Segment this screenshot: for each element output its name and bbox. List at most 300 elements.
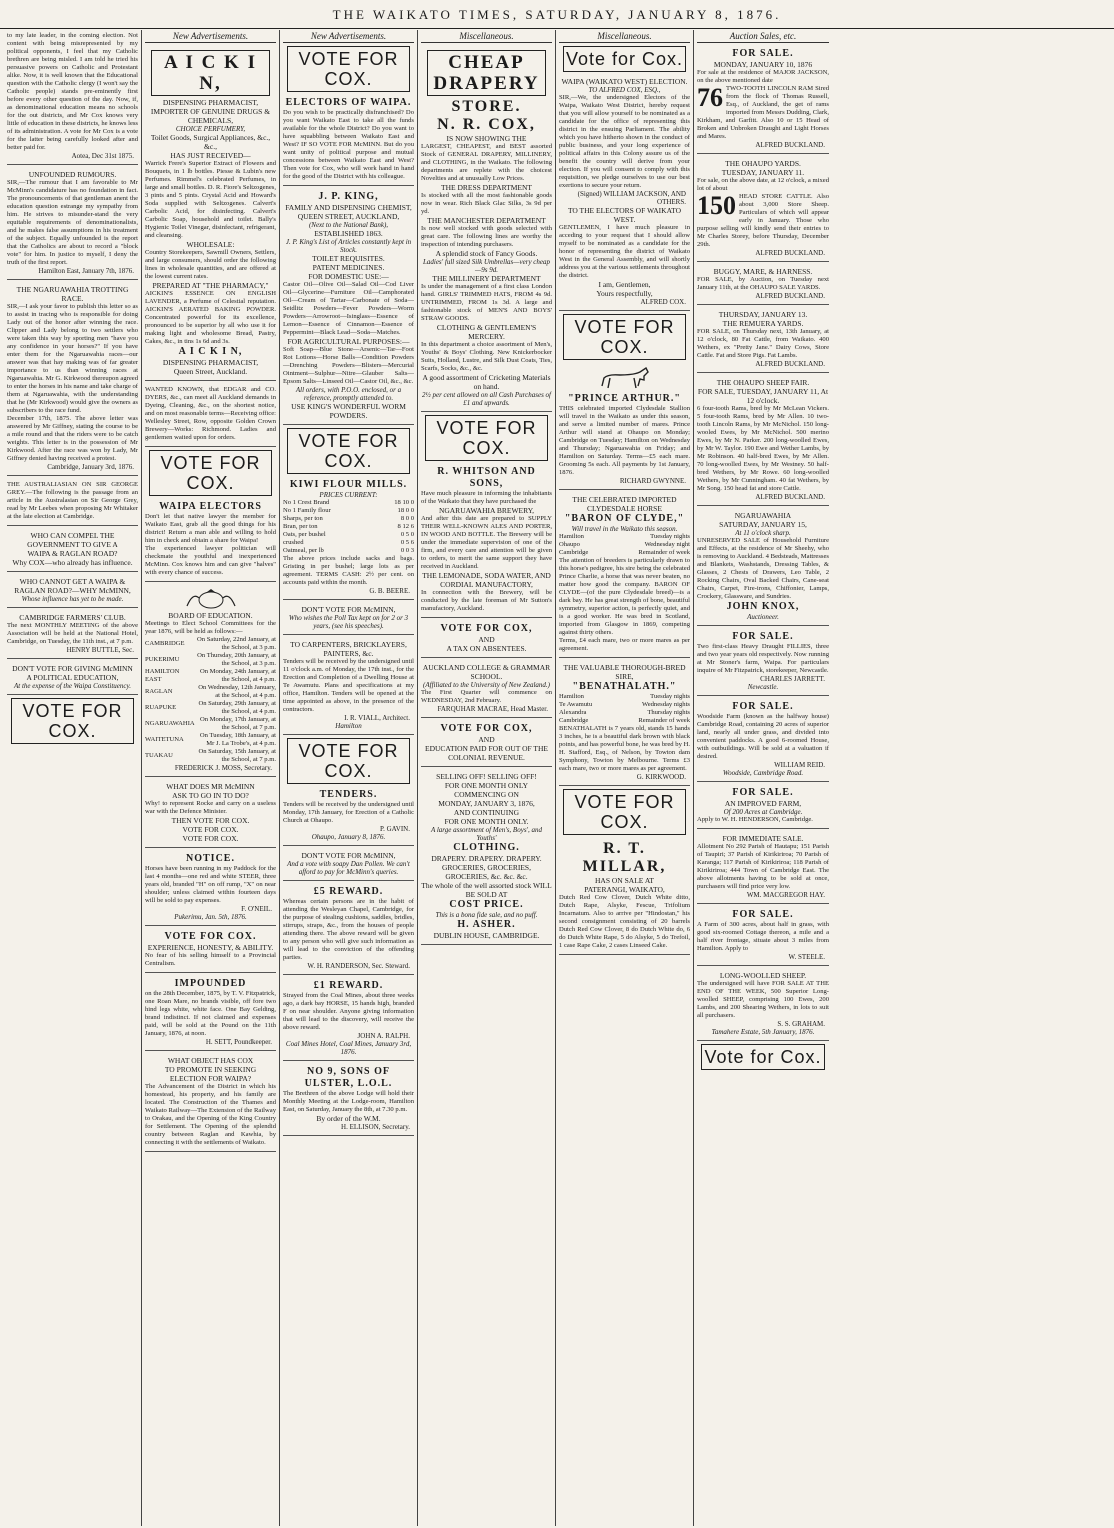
- letter-body: SIR,—The rumour that I am favorable to Mr McMinn's candidature has no foundation in fact. The pronouncements of that gentleman anent the education question estrange my sympathy from him. He strives to misunder-stand the very equitable requirements of denominationalists, and he makes false assumptions in his treatment of the subject. Equally unfounded is the report that the Catholics are about to record a "block vote" for him. In justice to myself, I deny the truth of the first report.: [7, 179, 138, 266]
- row-label: Alexandra: [559, 709, 587, 716]
- ad-signature: H. SETT, Poundkeeper.: [205, 1038, 272, 1046]
- ad-subtitle: PATENT MEDICINES.: [312, 263, 385, 272]
- ad-asher-selling-off: [421, 770, 552, 945]
- ad-body: AICKIN'S ESSENCE ON ENGLISH LAVENDER, a Perfume of Celestial reputation. AICKIN'S AERATED BAKING POWDER. Concentrated powerful for its excellence, pronounced to be superior by all who use it for making light and wholesome Bread, Pastry, Cakes, &c., in tins 1s 6d and 3s.: [145, 290, 276, 345]
- row-label: Sharps, per ton: [283, 515, 323, 522]
- ad-subtitle: USE KING'S WONDERFUL WORM POWDERS.: [291, 402, 406, 420]
- ad-body: Don't let that native lawyer the member for Waikato East, grab all the good things for his district! Return a man able and willing to hold him in check and obtain a share for Waipa!: [145, 513, 276, 544]
- ad-signature: ALFRED BUCKLAND.: [755, 141, 825, 149]
- ad-heading: THE OHAUPO YARDS.: [725, 159, 801, 168]
- ad-title: N. R. COX,: [437, 116, 536, 133]
- ad-body: Is under the management of a first class London hand. GIRLS' TRIMMED HATS, FROM 4s 9d. UNTRIMMED, FROM 1s 3d. A large and fashionable stock of MEN'S AND BOYS' STRAW GOODS.: [421, 283, 552, 322]
- ad-place: Hamilton: [335, 722, 362, 730]
- ad-body: The Brethren of the above Lodge will hold their Monthly Meeting at the Lodge-room, Hamilton East, on Saturday, January the 8th, at 7.30 p.m.: [283, 1090, 414, 1113]
- schedule-row: [559, 693, 690, 701]
- ad-line: VOTE FOR COX.: [182, 834, 239, 843]
- row-label: PUKERIMU: [145, 656, 180, 663]
- ad-subtitle: HAS JUST RECEIVED—: [170, 151, 251, 160]
- ad-buggy-sale: [697, 265, 829, 305]
- ad-heading: WAIPA (WAIKATO WEST) ELECTION.: [561, 77, 688, 86]
- ad-line: COMMENCING ON: [454, 790, 519, 799]
- ad-heading: WHO CANNOT GET A WAIPA & RAGLAN ROAD?—WHY McMINN,: [14, 577, 131, 595]
- row-value: On Monday, 24th January, at the School, at 4 p.m.: [199, 668, 276, 683]
- row-label: crushed: [283, 539, 304, 546]
- ad-body: A Farm of 300 acres, about half in grass, with good six-roomed Cottage thereon, a mile and a half river frontage, situate about 3 miles from Hamilton. Apply to: [697, 921, 829, 952]
- column-4: [418, 30, 556, 1526]
- ad-sheep-fair: [697, 376, 829, 506]
- ad-aickin: [145, 46, 276, 381]
- ad-body: And after this date are prepared to SUPPLY THEIR WELL-KNOWN ALES AND PORTER, IN WOOD AND BOTTLE. The Brewery will be under the immediate supervision of one of the firm, and every care and attention will be given to orders, to merit the same support they have received in Auckland.: [421, 515, 552, 570]
- schedule-row: [559, 533, 690, 541]
- ad-farmers-club: [7, 611, 138, 659]
- ad-body: Have much pleasure in informing the inhabitants of the Waikato that they have purchased the: [421, 490, 552, 505]
- ad-subtitle: FAMILY AND DISPENSING CHEMIST,: [285, 203, 412, 212]
- ad-body: LARGEST, CHEAPEST, and BEST assorted Stock of GENERAL DRAPERY, MILLINERY, and CLOTHING, in the Waikato. The following departments are replete with the choicest Novelties and at unusually Low Prices.: [421, 143, 552, 182]
- ad-line: The whole of the well assorted stock WILL BE SOLD AT: [421, 881, 552, 899]
- ad-whitson-brewery: [421, 464, 552, 618]
- ad-body: Ladies' full sized Silk Umbrellas—very cheap—9s 9d.: [422, 258, 551, 274]
- row-value: Remainder of week: [638, 549, 690, 556]
- ad-signature: CHARLES JARRETT.: [760, 675, 825, 683]
- price-row: [283, 515, 414, 523]
- ad-subtitle: A splendid stock of Fancy Goods.: [435, 249, 538, 258]
- ad-jp-king: [283, 189, 414, 425]
- ad-heading: WHO CAN COMPEL THE: [30, 531, 115, 540]
- ad-body: Strayed from the Coal Mines, about three weeks ago, a dark bay HORSE, 15 hands high, branded F on near shoulder. Anyone giving information that will lead to the discovery, will receive the above reward.: [283, 992, 414, 1031]
- column-5: [556, 30, 694, 1526]
- ad-signature: WM. MACGREGOR HAY.: [746, 891, 825, 899]
- masthead-title: THE WAIKATO TIMES, SATURDAY, JANUARY 8, 1876.: [332, 7, 782, 22]
- ad-dont-vote-mcminn: [283, 603, 414, 635]
- ad-millar: [559, 838, 690, 955]
- ad-heading: WHAT OBJECT HAS COX: [167, 1056, 254, 1065]
- ad-heading: WAIPA ELECTORS: [159, 501, 262, 512]
- ad-dont-vote: [7, 662, 138, 695]
- ad-line: COST PRICE.: [449, 899, 524, 910]
- ad-title: "BARON OF CLYDE,": [564, 513, 685, 524]
- price-row: [283, 531, 414, 539]
- meeting-row: [145, 684, 276, 700]
- ad-subtitle: TUESDAY, JANUARY 11.: [721, 168, 805, 177]
- ad-body: FOR SALE, on Thursday next, 13th January, at 12 o'clock, 80 Fat Cattle, from Waikato. 400 Wethers, ex "Pretty Jane." Dairy Cows, Store Cattle. Fat and Store Pigs. Fat Lambs.: [697, 328, 829, 359]
- ad-subtitle: FOR DOMESTIC USE:—: [308, 272, 389, 281]
- ad-body: The Advancement of the District in which his homestead, his property, and his family are located. The Construction of the Thames and Waikato Railway—The Extension of the Railway to Orakau, and the Opening of the King Country for Settlement. The Opening of the splendid country between Raglan and Kawhia, by connecting it with the settlements of Waikato.: [145, 1083, 276, 1146]
- ad-heading: "PRINCE ARTHUR.": [568, 393, 681, 404]
- lot-count: 150: [697, 191, 736, 220]
- row-label: Te Awamutu: [559, 701, 593, 708]
- ad-line: MONDAY, JANUARY 3, 1876,: [438, 799, 535, 808]
- ad-line: Yours respectfully,: [596, 289, 653, 298]
- ad-line: Whose influence has yet to be made.: [21, 595, 124, 603]
- ad-subtitle: DISPENSING PHARMACIST,: [162, 358, 259, 367]
- ad-body: Warrick Frere's Superior Extract of Flowers and Bouquets, in 1 lb bottles. Piesse & Lubin's new Perfumes. Rimmel's celebrated Perfumes, in large and small bottles. D. R. Fiore's Seltzogenes, 3 pints and 5 pints. Crystal Acid and Howard's Soda supplied with Seltzogenes. Calvert's Carbolic Acid, for disinfecting. Calvert's Carbolic Soap, household and toilet. Bally's Hygienic Toilet Vinegar, disinfectant, refrigerant, and cleansing.: [145, 160, 276, 239]
- ad-body: GENTLEMEN, I have much pleasure in acceding to your request that I should allow myself to be nominated as a candidate for the honor of representing the district of Waikato West in the General Assembly, and will shortly address you at the various settlements throughout the district.: [559, 224, 690, 279]
- article-australasian: [7, 479, 138, 526]
- letter-heading: THE NGARUAWAHIA TROTTING RACE.: [16, 285, 129, 303]
- letter-trotting-race: [7, 283, 138, 476]
- ad-signature: HENRY BUTTLE, Sec.: [66, 646, 134, 654]
- ad-subtitle: TO ALFRED COX, ESQ.,: [588, 86, 661, 94]
- ad-line: A large assortment of Men's, Boys', and Youths': [430, 826, 543, 842]
- ad-subtitle: IMPORTER OF GENUINE DRUGS & CHEMICALS,: [150, 107, 271, 125]
- row-label: Hamilton: [559, 533, 584, 540]
- article-body: THE AUSTRALIASIAN ON SIR GEORGE GREY.—The following is the passage from an article in the Australasian on Sir George Grey, read by Mr Leebes when proposing Mr Whitaker at the late election at Cambridge.: [7, 481, 138, 520]
- vote-for-cox-banner: VOTE FOR COX.: [11, 698, 134, 744]
- ad-signature: WILLIAM REID.: [774, 761, 825, 769]
- ad-subtitle: HAS ON SALE AT: [595, 876, 654, 885]
- ad-place: Woodside, Cambridge Road.: [722, 769, 804, 777]
- ad-improved-farm: [697, 785, 829, 829]
- row-label: CAMBRIDGE: [145, 640, 185, 647]
- ad-line: ASK TO GO IN TO DO?: [172, 791, 249, 800]
- ad-waipa-election: [559, 75, 690, 311]
- ad-subtitle: DUBLIN HOUSE, CAMBRIDGE.: [433, 931, 540, 940]
- ad-title: R. T. MILLAR,: [582, 840, 667, 875]
- horse-icon: [590, 366, 660, 392]
- ad-cheap-drapery: [421, 46, 552, 412]
- ad-body: Apply to W. H. HENDERSON, Cambridge.: [697, 816, 813, 823]
- ad-note: All orders, with P.O.O. enclosed, or a reference, promptly attended to.: [295, 386, 402, 402]
- row-value: 0 5 0: [400, 531, 414, 538]
- ad-vote-cox-education: [421, 721, 552, 767]
- ad-signature: FREDERICK J. MOSS, Secretary.: [174, 764, 272, 772]
- ad-body: Tenders will be received by the undersigned until 11 o'clock a.m. of Monday, the 17th inst., for the Erection and Completion of a Dwelling House at Te Awamutu. Plans and specifications at my office, Hamilton. Tenders will be opened at the time appointed as above, in the presence of the contractors.: [283, 658, 414, 713]
- vote-for-cox-banner: Vote for Cox.: [563, 46, 686, 72]
- ad-heading: CAMBRIDGE FARMERS' CLUB.: [19, 613, 126, 622]
- ad-heading: NGARUAWAHIA: [734, 511, 792, 520]
- ad-vote-cox-experience: [145, 929, 276, 973]
- ad-what-does-mcminn: [145, 780, 276, 848]
- column-heading: Auction Sales, etc.: [697, 30, 829, 43]
- price-table: [283, 499, 414, 555]
- ad-line: I am, Gentlemen,: [598, 280, 651, 289]
- ad-electors-of-waipa: [283, 95, 414, 186]
- ad-subtitle: Of 200 Acres at Cambridge.: [723, 808, 803, 816]
- ad-body: Is stocked with all the most fashionable goods now in wear. Rich Black Glac Silks, 3s 9d per yd.: [421, 192, 552, 215]
- ad-title: "BENATHALATH.": [572, 681, 677, 692]
- ad-subtitle: (Affiliated to the University of New Zealand.): [423, 681, 550, 689]
- ad-signature: JOHN A. RALPH.: [357, 1032, 410, 1040]
- row-label: No 1 Crest Brand: [283, 499, 330, 506]
- ad-subtitle: WHOLESALE:: [186, 240, 235, 249]
- ad-body: For sale, on the above date, at 12 o'clock, a mixed lot of about: [697, 177, 829, 192]
- row-value: Wednesday nights: [642, 701, 690, 708]
- ad-body: on the 28th December, 1875, by T. V. Fitzpatrick, one Roan Mare, no brands visible, off fore two hind legs white, white face. One Bay Gelding, brand indistinct. If not claimed and expenses paid, will be sold at the Pound on the 11th January, 1876, at noon.: [145, 990, 276, 1037]
- ad-body: For sale at the residence of MAJOR JACKSON, on the above mentioned date: [697, 69, 829, 84]
- ad-signature: ALFRED BUCKLAND.: [755, 360, 825, 368]
- row-label: Hamilton: [559, 693, 584, 700]
- ad-tenders: [283, 787, 414, 846]
- price-row: [283, 547, 414, 555]
- ad-dont-vote-mcminn-2: [283, 849, 414, 881]
- row-label: Oatmeal, per lb: [283, 547, 324, 554]
- ad-subtitle: ESTABLISHED 1863.: [314, 229, 383, 238]
- ad-signature: ALFRED COX.: [640, 298, 686, 306]
- row-label: WAITETUNA: [145, 736, 184, 743]
- ad-heading: R. WHITSON AND SONS,: [437, 466, 536, 489]
- row-value: 0 0 3: [400, 547, 414, 554]
- ad-fillies: [697, 629, 829, 696]
- ad-subtitle: THE REMUERA YARDS.: [722, 319, 804, 328]
- ad-heading: BOARD OF EDUCATION.: [168, 611, 253, 620]
- row-label: No 1 Family flour: [283, 507, 331, 514]
- ad-heading: £5 REWARD.: [313, 886, 384, 897]
- ad-line: DRAPERY. DRAPERY. DRAPERY. GROCERIES, GROCERIES, GROCERIES, &c. &c. &c.: [431, 854, 542, 881]
- ad-body: TWO-TOOTH LINCOLN RAM Sired from the flock of Thomas Russell, Esq., of Auckland, the get of rams imported from Messrs Dudding, Clark, Kirkham, and Garfitt. Also 10 or 15 Head of Broken and Unbroken Draught and Light Horses and Mares.: [697, 85, 829, 140]
- ad-line: CLOTHING.: [453, 842, 520, 853]
- ad-heading: IMPOUNDED: [174, 978, 247, 989]
- price-row: [283, 523, 414, 531]
- ad-carpenters: [283, 638, 414, 735]
- row-value: Thursday nights: [647, 709, 690, 716]
- ad-place: Tamahere Estate, 5th January, 1876.: [711, 1028, 815, 1036]
- ad-subtitle: SATURDAY, JANUARY 15,: [719, 520, 807, 529]
- row-value: On Tuesday, 18th January, at Mr J. La Trobe's, at 4 p.m.: [199, 732, 276, 747]
- ad-body: The experienced lawyer politician will checkmate the youthful and inexperienced McMinn. Cox knows him and can give "halves" with every chance of success.: [145, 545, 276, 576]
- ad-line: TO PROMOTE IN SEEKING: [164, 1065, 257, 1074]
- ad-signature: By order of the W.M.: [316, 1114, 381, 1123]
- column-heading: New Advertisements.: [283, 30, 414, 43]
- ad-who-can-compel: [7, 529, 138, 572]
- ad-subtitle: THE LEMONADE, SODA WATER, AND CORDIAL MANUFACTORY,: [422, 571, 551, 589]
- ad-what-object: [145, 1054, 276, 1152]
- lot-count: 76: [697, 83, 723, 112]
- ad-heading: £1 REWARD.: [313, 980, 384, 991]
- column-1: [4, 30, 142, 1526]
- ad-line: ELECTION FOR WAIPA?: [169, 1074, 252, 1083]
- vote-for-cox-banner: VOTE FOR COX.: [563, 789, 686, 835]
- ad-body: Allotment No 292 Parish of Hautapu; 151 Parish of Taupiri; 37 Parish of Kirikiriroa; 70 Parish of Karanga; 117 Parish of Kirikiriroa; 118 Parish of Kirikiriroa; 444 Town of Cambridge East. The above allotments having to be sold at once, purchasers will find price very low.: [697, 843, 829, 890]
- ad-body: BENATHALATH is 7 years old, stands 15 hands 3 inches, he is a beautiful dark brown with black points, and has powerful bone, he was bred by H. H. Stafford, Esq., of Nelson, by Towton dam Symphony, Towton by Melbourne. Terms £3 each mare, two or more mares as per agreement.: [559, 725, 690, 772]
- row-label: Cambridge: [559, 549, 589, 556]
- ad-body: The undersigned will have FOR SALE AT THE END OF THE WEEK, 500 Superior Long-woolled SHEEP, comprising 100 Ewes, 200 Lambs, and 200 Shearing Wethers, in lots to suit all purchasers.: [697, 980, 829, 1019]
- ad-body: WANTED KNOWN, that EDGAR and CO. DYERS, &c., can meet all Auckland demands in Dyeing, Cleaning, &c., on the shortest notice, and on most reasonable terms—Receiving office: Wellesley Street, Row, opposite Golden Crown Brewery—Works: Richmond. Ladies and gentlemen waited upon for orders.: [145, 386, 276, 441]
- ad-place: Newcastle.: [747, 683, 779, 691]
- ad-body: The above prices include sacks and bags. Gristing in per bushel; large lots as per agreement. TERMS CASH: 2½ per cent. on accounts paid within the month.: [283, 555, 414, 586]
- ad-waipa-electors: [145, 499, 276, 582]
- ad-signature: S. S. GRAHAM.: [777, 1020, 825, 1028]
- ad-body: SIR,—We, the undersigned Electors of the Waipa, Waikato West District, hereby request that you will allow yourself to be nominated as a candidate for the office of representing this district in the ensuing Parliament. The ability which you have hitherto shown in the conduct of public business, and your long experience of political affairs in this Colony assure us of the benefit the country will derive from your election. If you will consent to comply with this requisition, we pledge ourselves to use our best exertions to secure your return.: [559, 94, 690, 189]
- schedule-table: [559, 693, 690, 725]
- masthead: [0, 2, 1114, 29]
- letter-signature: Cambridge, January 3rd, 1876.: [47, 463, 134, 471]
- vote-for-cox-banner: Vote for Cox.: [701, 1044, 825, 1070]
- ad-heading: ELECTORS OF WAIPA.: [285, 97, 412, 108]
- row-label: RUAPUKE: [145, 704, 177, 711]
- row-value: Wednesday night: [644, 541, 690, 548]
- ad-subtitle: FOR SALE, TUESDAY, JANUARY 11, At 12 o'clock.: [697, 387, 829, 405]
- ad-subtitle: TOILET REQUISITES.: [312, 254, 385, 263]
- schedule-row: [559, 701, 690, 709]
- ad-heading: DON'T VOTE FOR McMINN,: [301, 851, 396, 860]
- ad-body: The First Quarter will commence on WEDNESDAY, 2nd February.: [421, 689, 552, 704]
- ad-line: EDUCATION PAID FOR OUT OF THE COLONIAL REVENUE.: [425, 744, 548, 762]
- row-value: On Wednesday, 12th January, at the School, at 4 p.m.: [198, 684, 276, 699]
- ad-baron-of-clyde: [559, 493, 690, 658]
- meeting-row: [145, 700, 276, 716]
- ad-immediate-sale: [697, 832, 829, 904]
- ad-heading: VOTE FOR COX.: [164, 931, 257, 942]
- ad-body: Two first-class Heavy Draught FILLIES, three and two year years old respectively. Now running at Mr Stoner's farm, Waipa. For particulars inquire of Mr Fitzpatrick, storekeeper, Newcastle.: [697, 643, 829, 674]
- schedule-table: [559, 533, 690, 557]
- letter-body: December 17th, 1875. The above letter was answered by Mr Giffney, stating the course to be a mile round and that the riders were to be catch weights. This letter is in the possession of Mr Kirkwood. After the race was won by Lady, Mr Giffney denied having received a protest.: [7, 415, 138, 462]
- ad-heading: AUCKLAND COLLEGE & GRAMMAR SCHOOL.: [422, 663, 551, 681]
- meeting-row: [145, 636, 276, 652]
- coat-of-arms-icon: [181, 588, 241, 610]
- letter-aotea: [7, 30, 138, 165]
- ad-subtitle: Toilet Goods, Surgical Appliances, &c., &c.,: [150, 133, 271, 151]
- ad-line: Why COX—who already has influence.: [12, 558, 133, 567]
- ad-sons-of-ulster: [283, 1064, 414, 1136]
- ad-signature: FARQUHAR MACRAE, Head Master.: [437, 705, 548, 713]
- vote-for-cox-banner: VOTE FOR COX.: [287, 428, 410, 474]
- ad-place: Pukerimu, Jan. 5th, 1876.: [174, 913, 247, 921]
- ad-body: THIS celebrated imported Clydesdale Stallion will travel in the Waikato as under this season, and serve a limited number of mares. Prince Arthur will stand at Ohaupo on Monday; Cambridge on Tuesday; Hamilton on Wednesday and Thursday; Ngaruawahia on Friday; and Hamilton on Saturday. Terms—£5 each mare. Grooming 5s each. All payments by 1st January, 1876.: [559, 405, 690, 476]
- ad-impounded: [145, 976, 276, 1051]
- ad-body: Castor Oil—Olive Oil—Salad Oil—Cod Liver Oil—Glycerine—Furniture Oil—Camphorated Oil—Cream of Tartar—Carbonate of Soda—Seidlitz Powders—Fever Powders—Worm Powders—Arrowroot—Isinglass—Essence of Lemon—Essence of Cinnamon—Essence of Peppermint—Black Lead—Soda—Matches.: [283, 281, 414, 336]
- ad-signature: ALFRED BUCKLAND.: [755, 292, 825, 300]
- ad-line: A POLITICAL EDUCATION,: [26, 673, 119, 682]
- ad-signature: H. ELLISON, Secretary.: [341, 1123, 410, 1131]
- ad-prince-arthur: [559, 363, 690, 490]
- ad-five-pound-reward: [283, 884, 414, 975]
- schedule-row: [559, 717, 690, 725]
- meeting-row: [145, 668, 276, 684]
- ad-body: In this department a choice assortment of Men's, Youths' & Boys' Clothing. New Knickerbocker Suits, Holland, Lustre, and Silk Dust Coats, Ties, Scarfs, Socks, &c., &c.: [421, 341, 552, 372]
- ad-body: Terms, £4 each mare, two or more mares as per agreement.: [559, 637, 690, 652]
- ad-subtitle: THE MANCHESTER DEPARTMENT: [427, 216, 546, 225]
- ad-signature: W. H. RANDERSON, Sec. Steward.: [307, 962, 410, 970]
- meeting-row: [145, 716, 276, 732]
- ad-body: The next MONTHLY MEETING of the above Association will be held at the National Hotel, Cambridge, on Tuesday, the 11th inst., at 7 p.m.: [7, 622, 138, 645]
- column-heading: New Advertisements.: [145, 30, 276, 43]
- meeting-row: [145, 748, 276, 764]
- ad-line: GOVERNMENT TO GIVE A: [27, 540, 118, 549]
- ad-woodside-farm: [697, 699, 829, 782]
- row-label: TUAKAU: [145, 752, 173, 759]
- ad-steele-farm: [697, 907, 829, 966]
- letter-body: to my late leader, in the coming election. Not content with being misrepresented by my political opponents, I feel that my Catholic brethren are being misled. I am told he tried his persuasive powers on Catholic and Protestant alike. Now, it is well known that the Educational question with the Catholic clergy (I won't say the Catholic people) stands pre-eminently first before every other question of the day. Now, if, as denominational education means no schools for the out districts, and Mr Cox knows very little of education in these districts, he knows less of its administration. A vote for Mr Cox is a vote for the latter being carefully looked after and better paid for.: [7, 32, 138, 151]
- ad-title: CHEAP DRAPERY: [427, 50, 546, 96]
- ad-subtitle: THE DRESS DEPARTMENT: [441, 183, 532, 192]
- ad-line: EXPERIENCE, HONESTY, & ABILITY.: [147, 943, 274, 952]
- ad-benathalath: [559, 661, 690, 786]
- ad-body: Is now well stocked with goods selected with great care. The following lines are worthy the inspection of intending purchasers.: [421, 225, 552, 248]
- ad-heading: DON'T VOTE FOR McMINN,: [301, 605, 396, 614]
- ad-subtitle: NGARUAWAHIA BREWERY,: [438, 506, 535, 515]
- ad-heading: FOR SALE.: [732, 701, 794, 712]
- ad-body: Country Storekeepers, Sawmill Owners, Settlers, and large consumers, should order the following lines in wholesale quantities, and are offered at the lowest current rates.: [145, 249, 276, 280]
- ad-body: Horses have been running in my Paddock for the last 4 months—one red and white STEER, three years old, branded "H" on off rump, "X" on near shoulder; unless claimed within fourteen days will be sold to pay expenses.: [145, 865, 276, 904]
- ad-subtitle: CHOICE PERFUMERY,: [175, 125, 246, 133]
- row-value: 0 5 6: [400, 539, 414, 546]
- ad-subtitle: AN IMPROVED FARM,: [724, 799, 802, 808]
- price-row: [283, 507, 414, 515]
- price-row: [283, 539, 414, 547]
- ad-subtitle: Queen Street, Auckland.: [173, 367, 248, 376]
- ad-line: AND: [478, 635, 495, 644]
- ad-heading: THE CELEBRATED IMPORTED CLYDESDALE HORSE: [572, 495, 677, 513]
- ad-signature: W. STEELE.: [788, 953, 825, 961]
- column-3: [280, 30, 418, 1526]
- ad-notice: [145, 851, 276, 926]
- ad-subtitle: IS NOW SHOWING THE: [446, 134, 527, 143]
- letter-signature: Hamilton East, January 7th, 1876.: [38, 267, 134, 275]
- ad-heading: KIWI FLOUR MILLS.: [289, 479, 408, 490]
- vote-for-cox-banner: VOTE FOR COX.: [563, 314, 686, 360]
- ad-body: FOR SALE, by Auction, on Tuesday next January 11th, at the OHAUPO SALE YARDS.: [697, 276, 829, 291]
- row-label: NGARUAWAHIA: [145, 720, 195, 727]
- meeting-row: [145, 652, 276, 668]
- row-value: Tuesday nights: [650, 533, 690, 540]
- ad-heading: THE OHAUPO SHEEP FAIR.: [716, 378, 810, 387]
- ad-body: Woodside Farm (known as the halfway house) Cambridge Road, containing 20 acres of superior land, nearly all under grass, and divided into convenient paddocks. A good 6-roomed House, with outbuildings. Will be sold at a valuation if desired.: [697, 713, 829, 760]
- row-label: Oats, per bushel: [283, 531, 326, 538]
- ad-heading: FOR SALE.: [732, 631, 794, 642]
- ad-signature: RICHARD GWYNNE.: [619, 477, 686, 485]
- ad-edgar-dyers: [145, 384, 276, 447]
- ad-line: This is a bona fide sale, and no puff.: [435, 911, 538, 919]
- ad-heading: TO CARPENTERS, BRICKLAYERS, PAINTERS, &c.: [290, 640, 407, 658]
- ad-long-woolled-sheep: [697, 969, 829, 1041]
- ad-body: In connection with the Brewery, will be conducted by the late foreman of Mr Sutton's manufactory, Auckland.: [421, 589, 552, 612]
- ad-title: H. ASHER.: [457, 919, 516, 930]
- ad-line: THEN VOTE FOR COX.: [171, 816, 250, 825]
- ad-line: A TAX ON ABSENTEES.: [446, 644, 527, 653]
- ad-heading: TENDERS.: [319, 789, 378, 800]
- ad-board-of-education: [145, 585, 276, 777]
- vote-for-cox-banner: VOTE FOR COX.: [149, 450, 272, 496]
- ad-subtitle: THE MILLINERY DEPARTMENT: [432, 274, 541, 283]
- ad-heading: NOTICE.: [186, 853, 235, 864]
- ad-heading: DON'T VOTE FOR GIVING McMINN: [12, 664, 133, 673]
- ad-one-pound-reward: [283, 978, 414, 1061]
- vote-for-cox-banner: VOTE FOR COX.: [425, 415, 548, 461]
- ad-body: HEAD STORE CATTLE. Also about 3,000 Store Sheep. Particulars of which will appear early in January. Those who purpose selling will kindly send their entries to Mr Charles Storey, before Thursday, December 29th.: [697, 193, 829, 248]
- ad-subtitle: A good assortment of Cricketing Materials on hand.: [422, 373, 551, 391]
- ad-heading: FOR SALE.: [732, 909, 794, 920]
- row-value: Remainder of week: [638, 717, 690, 724]
- ad-subtitle: QUEEN STREET, AUCKLAND,: [297, 212, 400, 221]
- row-label: Bran, per ton: [283, 523, 318, 530]
- ad-line: WAIPA & RAGLAN ROAD?: [27, 549, 118, 558]
- ad-signature: G. B. BEERE.: [369, 587, 410, 595]
- ad-body: Who wishes the Poll Tax kept on for 2 or 3 years, (see his speeches).: [288, 614, 409, 630]
- ad-subtitle: PATERANGI, WAIKATO,: [584, 885, 665, 894]
- column-6: [694, 30, 832, 1526]
- ad-heading: FOR SALE.: [732, 787, 794, 798]
- ad-signature: ALFRED BUCKLAND.: [755, 493, 825, 501]
- ad-title: A I C K I N,: [151, 50, 270, 96]
- ad-heading: LONG-WOOLLED SHEEP.: [719, 971, 807, 980]
- row-label: Cambridge: [559, 717, 589, 724]
- row-value: On Saturday, 29th January, at the School, at 4 p.m.: [198, 700, 276, 715]
- ad-subtitle: Auctioneer.: [747, 613, 779, 621]
- ad-subtitle: FOR AGRICULTURAL PURPOSES:—: [287, 337, 410, 346]
- ad-signature: G. KIRKWOOD.: [636, 773, 686, 781]
- row-value: Tuesday nights: [650, 693, 690, 700]
- row-label: RAGLAN: [145, 688, 173, 695]
- ad-auckland-college: [421, 661, 552, 718]
- meeting-schedule-table: [145, 636, 276, 764]
- ad-remuera-yards: [697, 308, 829, 373]
- ad-major-jackson-sale: [697, 46, 829, 154]
- ad-place: Coal Mines Hotel, Coal Mines, January 3rd, 1876.: [285, 1040, 412, 1056]
- schedule-row: [559, 709, 690, 717]
- row-value: On Monday, 17th January, at the School, at 7 p.m.: [199, 716, 276, 731]
- ad-line: VOTE FOR COX.: [182, 825, 239, 834]
- ad-vote-cox-absentees: [421, 621, 552, 658]
